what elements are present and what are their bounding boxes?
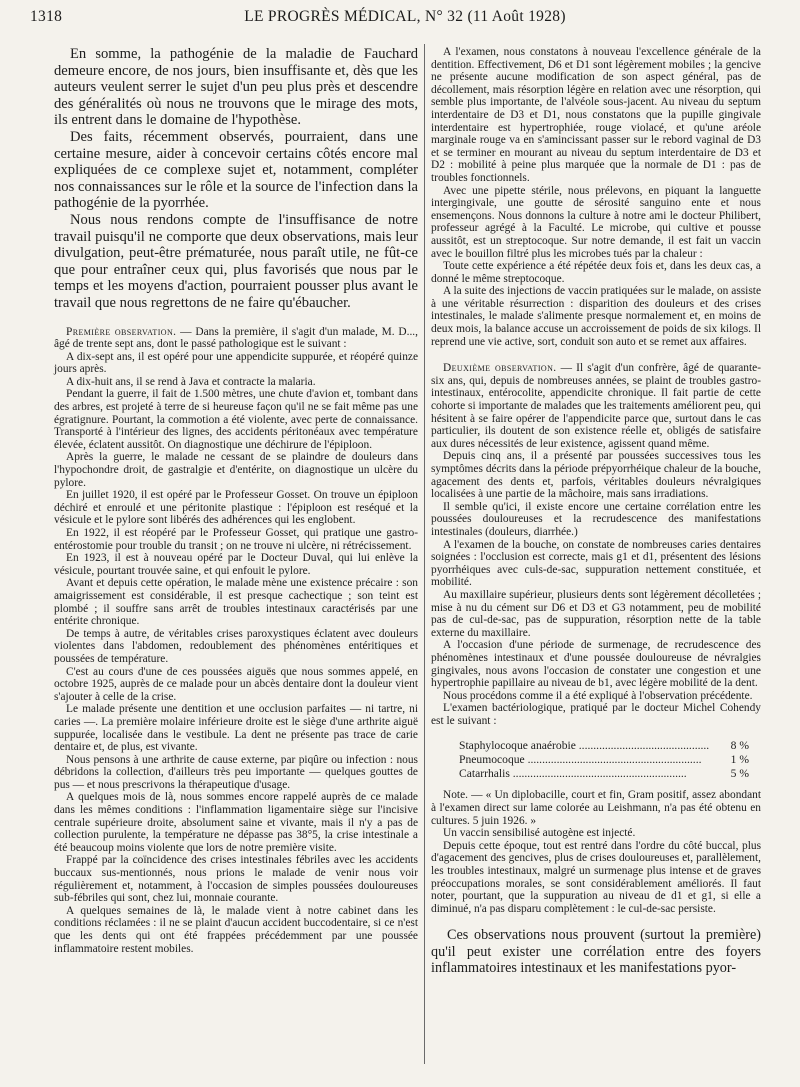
observation-paragraph: A quelques semaines de là, le malade vient à notre cabinet dans les conditions réclamées : il ne se plaint d'aucun accident buccodentaire, si ce n'est que les dents qui ont été frappées précédemment par une poussée inflammatoire restent mobiles. — [54, 904, 418, 955]
intro-paragraph: Nous nous rendons compte de l'insuffisance de notre travail puisqu'il ne comporte que deux observations, mais leur divulgation, peut-être prématurée, nous paraît utile, ne fût-ce que pour entraîner ceux qui, plus favorisés que nous par le temps et les moyens d'action, pourraient pousser plus avant le travail que nous regrettons de ne faire qu'ébaucher. — [54, 211, 418, 311]
observation-paragraph: L'examen bactériologique, pratiqué par le docteur Michel Cohendy est le suivant : — [431, 702, 761, 727]
conclusion-section — [431, 927, 761, 976]
observation-1-intro: Première observation. — Dans la première, il s'agit d'un malade, M. D..., âgé de trente sept ans, dont le passé pathologique est le suivant : — [54, 325, 418, 351]
observation-2-intro: Deuxième observation. — Il s'agit d'un confrère, âgé de quarante-six ans, qui, depuis de nombreuses années, se plaint de troubles gastro-intestinaux, entérocolite, appendicite chronique. Il fait partie de cette cohorte si importante de malades que les traitements améliorent peu, qui hésitent à se faire opérer de l'appendicite parce que, surtout dans le cas particulier, ils doutent de son existence réelle et, obligés de satisfaire aux dures nécessités de leur existence, agissent quand même. — [431, 362, 761, 450]
observation-paragraph: Depuis cinq ans, il a présenté par poussées successives tous les symptômes décrits dans la période prépyorrhéique chaleur de la bouche, agacement des dents et, parfois, véritables douleurs névralgiques localisées à une partie de la mâchoire, mais sans irradiations. — [431, 450, 761, 501]
observation-paragraph: En 1923, il est à nouveau opéré par le Docteur Duval, qui lui enlève la vésicule, pourtant trouvée saine, et qui enfouit le pylore. — [54, 552, 418, 577]
journal-title: LE PROGRÈS MÉDICAL, N° 32 (11 Août 1928) — [244, 8, 566, 25]
page-number: 1318 — [30, 8, 63, 25]
observation-paragraph: Toute cette expérience a été répétée deux fois et, dans les deux cas, a donné le même streptocoque. — [431, 260, 761, 285]
observation-1 — [54, 326, 418, 956]
table-row: Catarrhalis ..... 5 % — [459, 767, 749, 781]
note-paragraph: Un vaccin sensibilisé autogène est injecté. — [443, 827, 636, 840]
observation-1-continued — [431, 46, 761, 348]
observation-paragraph: Frappé par la coïncidence des crises intestinales fébriles avec les accidents buccaux sus-mentionnés, nous prions le malade de venir nous voir régulièrement et, notamment, à l'occasion de simples poussées douloureuses sub-fébriles qui sont, chez lui, monnaie courante. — [54, 854, 418, 905]
observation-paragraph: Avec une pipette stérile, nous prélevons, en piquant la languette intergingivale, une goutte de sérosité sanguino ente et nous ensemençons. Nous donnons la culture à notre ami le docteur Philibert, professeur agrégé à la Faculté. Le microbe, qui cultive et pousse aussitôt, est un streptocoque. Sur notre demande, il est fait un vaccin avec le bouillon filtré plus les microbes tués par la chaleur : — [431, 184, 761, 260]
intro-paragraph: En somme, la pathogénie de la maladie de Fauchard demeure encore, de nos jours, bien insuffisante et, dès que les auteurs veulent serrer le sujet d'un peu plus près et descendre des généralités où nous ne trouvons que le mirage des mots, ils entrent dans le domaine de l'hypothèse. — [54, 46, 418, 129]
observation-paragraph: Nous procédons comme il a été expliqué à l'observation précédente. — [443, 689, 753, 702]
right-column — [431, 46, 761, 977]
conclusion-paragraph: Ces observations nous prouvent (surtout la première) qu'il peut exister une corrélation entre des foyers inflammatoires intestinaux et les manifestations pyor- — [431, 927, 761, 977]
observation-paragraph: A l'examen, nous constatons à nouveau l'excellence générale de la dentition. Effectivement, D6 et D1 sont légèrement mobiles ; la gencive ne présente aucune modification de son aspect général, pas de décollement, mais résorption légère en relation avec une résorption, qui semble plus importante, de l'alvéole sous-jacent. Au niveau du septum interdentaire de D3 et D1, nous constatons que la pupille gingivale interdentaire est hypertrophiée, rouge violacé, et qu'une aréole marginale rouge va en s'amincissant passer sur le rebord vaginal de D3 et se terminer en mourant au niveau du septum interdentaire de D3 et D2 : mobilité à peine plus marquée que la normale de D1 : pas de troubles fonctionnels. — [431, 46, 761, 184]
column-divider — [424, 44, 425, 1064]
table-row: Pneumocoque ..... 1 % — [459, 753, 749, 767]
observation-2-title: Deuxième observation. — [443, 362, 557, 375]
left-column — [54, 46, 418, 955]
observation-paragraph: A dix-sept ans, il est opéré pour une appendicite suppurée, et réopéré quinze jours après. — [54, 350, 418, 376]
note-paragraph: Note. — « Un diplobacille, court et fin, Gram positif, assez abondant à l'examen direct sur lame colorée au Leishmann, n'a pas été obtenu en cultures. 5 juin 1926. » — [431, 789, 761, 827]
table-row: Staphylocoque anaérobie ..... 8 % — [459, 739, 749, 753]
page-header — [30, 8, 780, 30]
bacteriology-table — [459, 739, 761, 781]
intro-paragraph: Des faits, récemment observés, pourraient, dans une certaine mesure, aider à concevoir certains côtés encore mal expliquées de ce complexe sujet et, notamment, compléter nos connaissances sur le rôle et la source de l'infection dans la pathogénie de la pyorrhée. — [54, 128, 418, 212]
observation-paragraph: En juillet 1920, il est opéré par le Professeur Gosset. On trouve un épiploon déchiré et enroulé et une péritonite plastique : l'épiploon est reséqué et la vésicule et le pylore sont libérés des adhérences qui les englobent. — [54, 489, 418, 527]
observation-paragraph: De temps à autre, de véritables crises paroxystiques éclatent avec douleurs violentes dans l'abdomen, redoublement des phénomènes entéritiques et poussées de température. — [54, 627, 418, 665]
note-paragraph: Depuis cette époque, tout est rentré dans l'ordre du côté buccal, plus d'agacement des gencives, plus de crises douloureuses et, parallèlement, les troubles intestinaux, malgré un surmenage plus intense et de graves préoccupations morales, se sont considérablement améliorés. Il faut noter, pourtant, que la suppuration au niveau de d1 et g1, si elle a diminué, n'a pas disparu complètement : le cul-de-sac persiste. — [431, 839, 761, 915]
observation-paragraph: Le malade présente une dentition et une occlusion parfaites — ni tartre, ni caries —. La première molaire inférieure droite est le siège d'une arthrite aiguë suppurée, localisée dans le vestibule. La dent ne présente pas trace de carie dentaire et, de plus, est vivante. — [54, 703, 418, 754]
observation-paragraph: Avant et depuis cette opération, le malade mène une existence précaire : son amaigrissement est considérable, il est presque cachectique ; son teint est plombé ; il souffre sans arrêt de troubles intestinaux caractérisés par une entérite chronique. — [54, 577, 418, 628]
observation-paragraph: A l'occasion d'une période de surmenage, de recrudescence des phénomènes intestinaux et d'une poussée douloureuse de névralgies gingivales, nous avons l'occasion de constater une congestion et une hypertrophie papillaire au niveau de b1, avec légère mobilité de la dent. — [431, 639, 761, 690]
observation-paragraph: En 1922, il est réopéré par le Professeur Gosset, qui pratique une gastro-entérostomie pour trouble du transit ; on ne trouve ni ulcère, ni rétrécissement. — [54, 527, 418, 552]
observation-paragraph: Nous pensons à une arthrite de cause externe, par piqûre ou infection : nous débridons la collection, d'ailleurs très peu importante — quelques gouttes de pus — et nous prescrivons la thérapeutique d'usage. — [54, 753, 418, 791]
observation-paragraph: A la suite des injections de vaccin pratiquées sur le malade, on assiste à une véritable résurrection : disparition des douleurs et des crises intestinales, le malade s'alimente presque normalement et, en moins de deux mois, la balance accuse un accroissement de poids de six kilogs. Il reprend une vie active, sort, conduit son auto et se remet aux affaires. — [431, 285, 761, 348]
observation-paragraph: A dix-huit ans, il se rend à Java et contracte la malaria. — [66, 375, 316, 388]
observation-paragraph: Au maxillaire supérieur, plusieurs dents sont légèrement décolletées ; mise à nu du cément sur D6 et D3 et G3 notamment, peu de mobilité pas de cul-de-sac, pas de suppuration, résorption nette de la table externe du maxillaire. — [431, 588, 761, 639]
note-section — [431, 789, 761, 915]
observation-1-title: Première observation. — [66, 325, 177, 338]
observation-paragraph: A quelques mois de là, nous sommes encore rappelé auprès de ce malade dans les mêmes conditions : l'inflammation ligamentaire siège sur l'incisive centrale supérieure droite, absolument saine et vivante, mais il n'y a pas de collection purulente, la température ne dépasse pas 38°5, la crise intestinale a été beaucoup moins violente que lors de notre première visite. — [54, 791, 418, 854]
observation-2 — [431, 362, 761, 727]
intro-section — [54, 46, 418, 312]
observation-paragraph: Pendant la guerre, il fait de 1.500 mètres, une chute d'avion et, tombant dans des arbres, est projeté à terre de si heureuse façon qu'il ne se fait même pas une égratignure. Pourtant, la commotion a été violente, avec perte de connaissance. Transporté à l'intérieur des lignes, des accidents péritonéaux avec température élevée, éclatent aussitôt. On diagnostique une déchirure de l'épiploon. — [54, 388, 418, 451]
observation-paragraph: Après la guerre, le malade ne cessant de se plaindre de douleurs dans l'hypochondre droit, de gastralgie et d'entérite, on diagnostique un ulcère du pylore. — [54, 451, 418, 489]
observation-paragraph: C'est au cours d'une de ces poussées aiguës que nous sommes appelé, en octobre 1925, auprès de ce malade pour un abcès dentaire dont la douleur vient s'ajouter à celle de la crise. — [54, 665, 418, 703]
observation-paragraph: A l'examen de la bouche, on constate de nombreuses caries dentaires soignées : l'occlusion est correcte, mais g1 et d1, présentent des lésions pyorrhéiques avec culs-de-sac, suppuration nettement constituée, et mobilité. — [431, 538, 761, 589]
observation-paragraph: Il semble qu'ici, il existe encore une certaine corrélation entre les poussées douloureuses et la recrudescence des manifestations intestinales (douleurs, diarrhée.) — [431, 500, 761, 538]
